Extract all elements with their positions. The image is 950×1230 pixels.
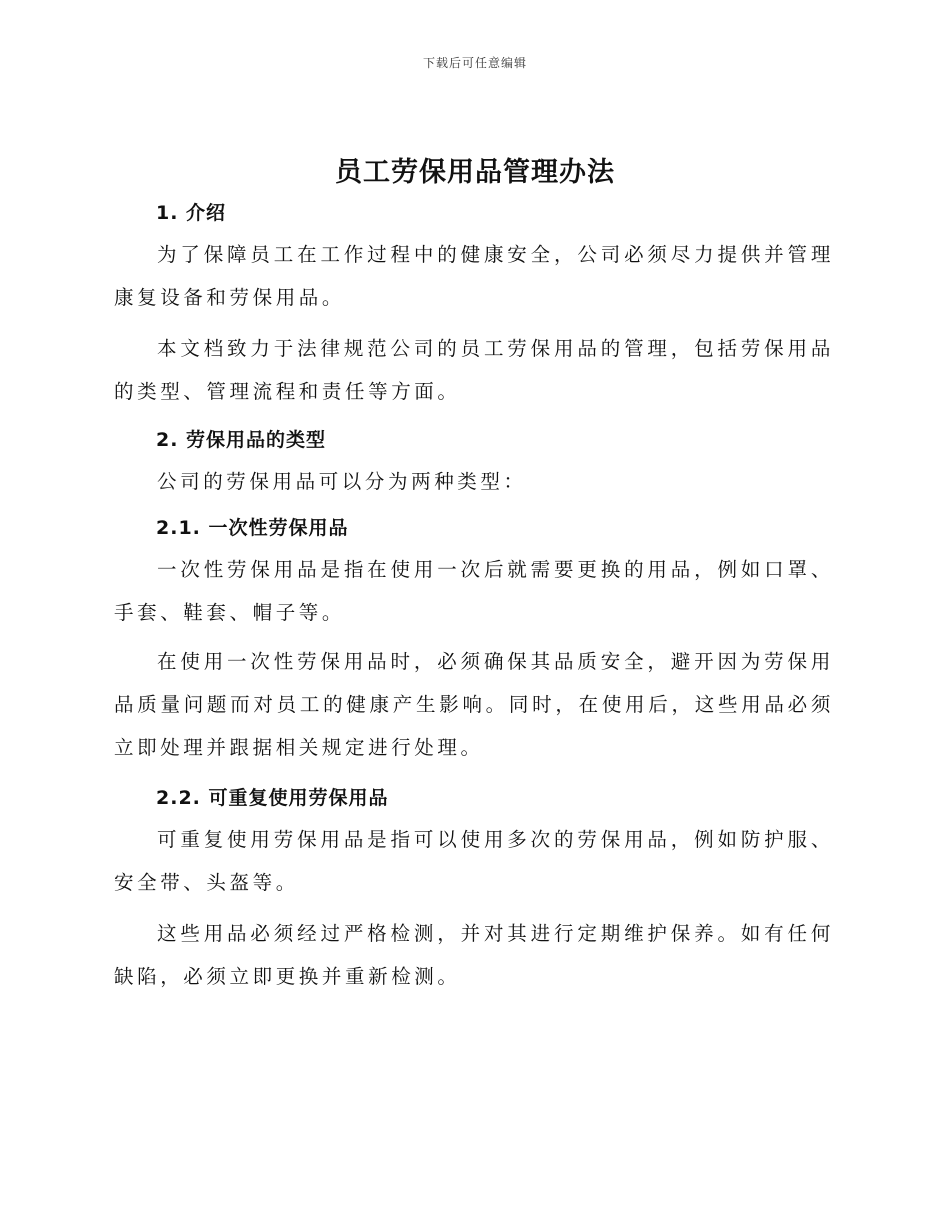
- document-body: [114, 198, 834, 998]
- paragraph-reusable-2: 这些用品必须经过严格检测，并对其进行定期维护保养。如有任何缺陷，必须立即更换并重新检测。: [114, 922, 834, 988]
- header-note: 下载后可任意编辑: [422, 56, 527, 70]
- heading-types: 2. 劳保用品的类型: [156, 429, 327, 451]
- paragraph-disposable-2: 在使用一次性劳保用品时，必须确保其品质安全，避开因为劳保用品质量问题而对员工的健康产生影响。同时，在使用后，这些用品必须立即处理并跟据相关规定进行处理。: [114, 650, 834, 759]
- paragraph-disposable-1: 一次性劳保用品是指在使用一次后就需要更换的用品，例如口罩、手套、鞋套、帽子等。: [114, 558, 834, 624]
- paragraph-intro-2: 本文档致力于法律规范公司的员工劳保用品的管理，包括劳保用品的类型、管理流程和责任等方面。: [114, 337, 834, 403]
- heading-introduction: 1. 介绍: [156, 202, 227, 224]
- paragraph-intro-1: 为了保障员工在工作过程中的健康安全，公司必须尽力提供并管理康复设备和劳保用品。: [114, 243, 834, 309]
- paragraph-reusable-1: 可重复使用劳保用品是指可以使用多次的劳保用品，例如防护服、安全带、头盔等。: [114, 828, 834, 894]
- heading-reusable: 2.2. 可重复使用劳保用品: [156, 787, 389, 809]
- document-title: 员工劳保用品管理办法: [335, 157, 615, 188]
- paragraph-types-1: 公司的劳保用品可以分为两种类型：: [157, 470, 527, 493]
- heading-disposable: 2.1. 一次性劳保用品: [156, 517, 349, 539]
